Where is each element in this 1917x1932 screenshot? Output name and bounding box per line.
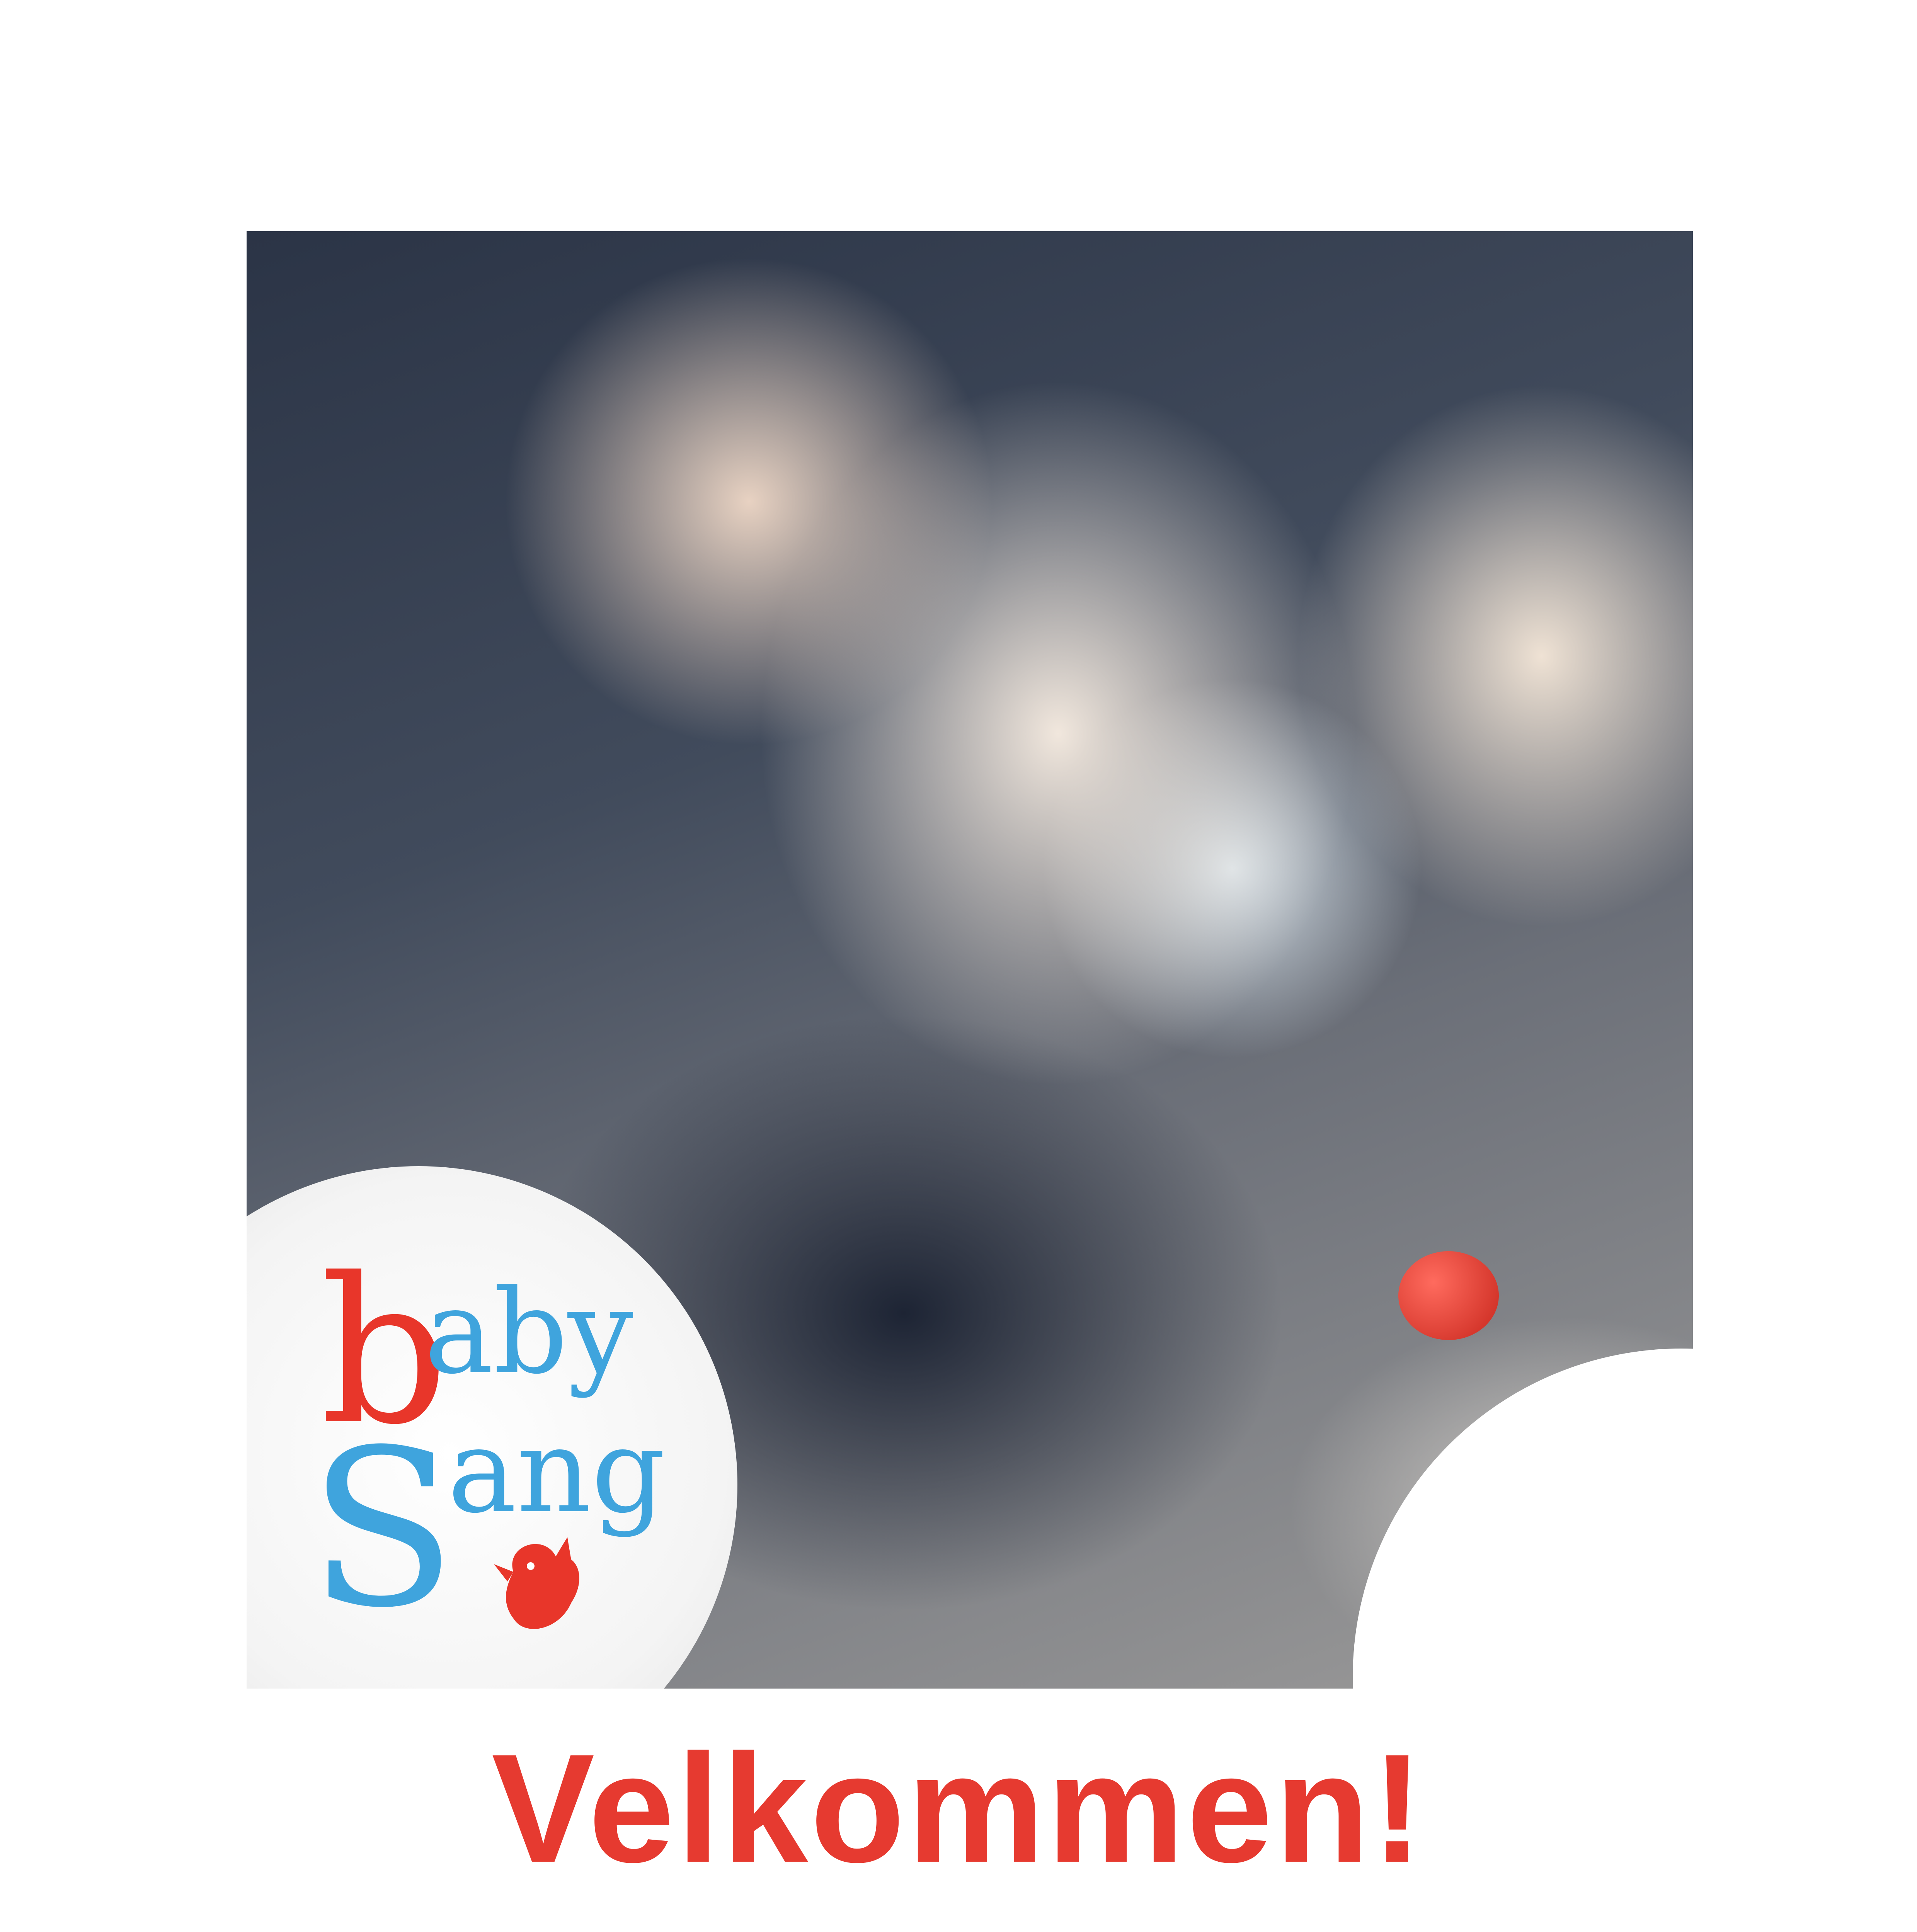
- page-title: Velkommen!: [491, 1722, 1426, 1895]
- logo-letter-s: S: [308, 1403, 457, 1655]
- babysang-logo: [308, 1220, 714, 1655]
- red-ball: [1398, 1251, 1499, 1340]
- logo-letter-b: b: [320, 1235, 449, 1469]
- bird-icon: [490, 1529, 591, 1645]
- photo-corner-cutout: [1353, 1349, 1693, 1689]
- hero-photo: [247, 231, 1693, 1689]
- logo-text-aby: aby: [424, 1265, 633, 1400]
- logo-text-ang: ang: [448, 1404, 666, 1539]
